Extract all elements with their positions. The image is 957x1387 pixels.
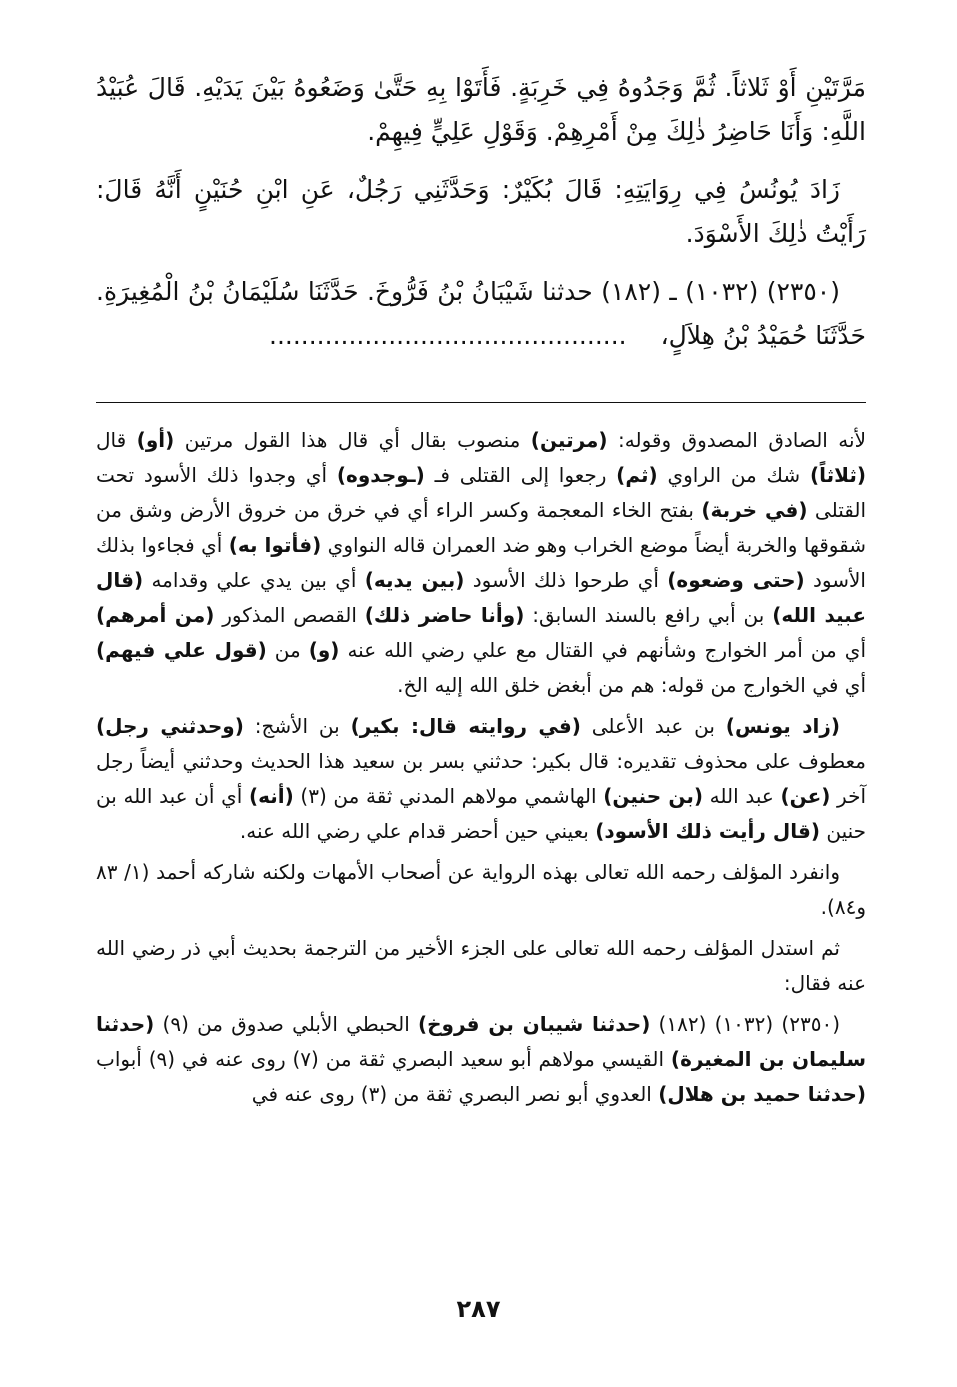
- commentary-paragraph-2: [96, 709, 866, 849]
- bold-quoted-term: (مرتين): [530, 428, 608, 452]
- commentary-text: أي أن عبد الله بن حنين: [96, 784, 866, 843]
- commentary-text: شك من الراوي: [657, 463, 810, 487]
- hadith-text: [96, 66, 866, 358]
- commentary-paragraph-3: وانفرد المؤلف رحمه الله تعالى بهذه الرواية عن أصحاب الأمهات ولكنه شاركه أحمد (١/ ٨٣ و٨٤).: [96, 860, 866, 919]
- commentary-text: أي وجدوا ذلك الأسود تحت القتلى: [96, 463, 867, 522]
- hadith-paragraph-1: مَرَّتَيْنِ أَوْ ثَلاثاً. ثُمَّ وَجَدُوهُ فِي خَرِبَةٍ. فَأَتَوْا بِهِ حَتَّىٰ وَضَعُوهُ بَيْنَ يَدَيْهِ. قَالَ عُبَيْدُ اللَّهِ: وَأَنَا حَاضِرُ ذٰلِكَ مِنْ أَمْرِهِمْ. وَقَوْلِ عَلِيٍّ فِيهِمْ.: [96, 73, 866, 146]
- commentary-text: القصص المذكور: [214, 603, 365, 627]
- bold-quoted-term: (و): [308, 638, 340, 662]
- bold-quoted-term: (قال رأيت ذلك الأسود): [595, 819, 820, 843]
- bold-quoted-term: (قول علي فيهم): [96, 638, 267, 662]
- bold-quoted-term: (بين يديه): [364, 568, 465, 592]
- commentary-text: بن عبد الأعلى: [580, 714, 726, 738]
- footnote-divider: [96, 402, 866, 403]
- commentary-text: قال: [96, 428, 137, 452]
- commentary-text: أي طرحوا ذلك الأسود: [464, 568, 668, 592]
- commentary-text: لأنه الصادق المصدوق وقوله:: [607, 428, 867, 452]
- commentary: [96, 423, 866, 1112]
- commentary-text: معطوف على محذوف تقديره: قال بكير: حدثني بسر بن سعيد هذا الحديث وحدثني أيضاً رجل آخر: [96, 749, 867, 808]
- commentary-text: رجعوا إلى القتلى فـ: [424, 463, 617, 487]
- commentary-text: أي فجاءوا بذلك الأسود: [96, 533, 866, 592]
- commentary-text: بن أبي رافع بالسند السابق:: [524, 603, 773, 627]
- bold-quoted-term: (وأنا حاضر ذلك): [364, 603, 525, 627]
- commentary-text: عبد الله: [703, 784, 781, 808]
- bold-quoted-term: (في خربة): [701, 498, 808, 522]
- commentary-text: من: [266, 638, 309, 662]
- commentary-paragraph-4: ثم استدل المؤلف رحمه الله تعالى على الجزء الأخير من الترجمة بحديث أبي ذر رضي الله عنه فقال:: [96, 936, 866, 995]
- bold-quoted-term: (فأتوا به): [228, 533, 322, 557]
- commentary-text: أي من أمر الخوارج وشأنهم في القتال مع علي رضي الله عنه: [339, 638, 866, 662]
- bold-quoted-term: (حدثنا شيبان بن فروخ): [418, 1012, 651, 1036]
- commentary-text: أي في الخوارج من قوله: هم من أبغض خلق الله إليه الخ.: [397, 673, 866, 697]
- bold-quoted-term: (ثلاثاً): [809, 463, 866, 487]
- page-body: [96, 66, 866, 1112]
- page-number: ٢٨٧: [456, 1295, 501, 1323]
- bold-quoted-term: (حدثنا سليمان بن المغيرة): [96, 1012, 866, 1071]
- commentary-text: الهاشمي مولاهم المدني ثقة من (٣): [293, 784, 604, 808]
- bold-quoted-term: (أو): [136, 428, 175, 452]
- commentary-text: بعيني حين أحضر قدام علي رضي الله عنه.: [239, 819, 596, 843]
- bold-quoted-term: (ثم): [616, 463, 658, 487]
- commentary-text: (٢٣٥٠) (١٠٣٢) (١٨٢): [650, 1012, 840, 1036]
- commentary-text: القيسي مولاهم أبو سعيد البصري ثقة من (٧) روى عنه في (٩) أبواب: [96, 1047, 671, 1071]
- bold-quoted-term: (عن): [780, 784, 831, 808]
- continuation-dots: .............................................: [269, 321, 627, 350]
- commentary-text: الحبطي الأبلي صدوق من (٩): [154, 1012, 418, 1036]
- bold-quoted-term: (أنه): [248, 784, 294, 808]
- commentary-text: بن الأشج:: [243, 714, 351, 738]
- commentary-text: بفتح الخاء المعجمة وكسر الراء أي في خرق من خروق الأرض وشق من شقوقها والخربة أيضاً موضع الخراب وهو ضد العمران قاله النواوي: [96, 498, 866, 557]
- hadith-paragraph-3: [96, 270, 866, 358]
- bold-quoted-term: (حدثنا حميد بن هلال): [658, 1082, 866, 1106]
- bold-quoted-term: (حتى وضعوه): [667, 568, 805, 592]
- hadith-paragraph-2: زَادَ يُونُسُ فِي رِوَايَتِهِ: قَالَ بُكَيْرٌ: وَحَدَّثَنِي رَجُلٌ، عَنِ ابْنِ حُنَيْنٍ أَنَّهُ قَالَ: رَأَيْتُ ذٰلِكَ الأَسْوَدَ.: [96, 175, 866, 248]
- bold-quoted-term: (بن حنين): [603, 784, 704, 808]
- bold-quoted-term: (من أمرهم): [96, 603, 215, 627]
- bold-quoted-term: (في روايته قال: بكير): [350, 714, 581, 738]
- commentary-text: أي بين يدي علي وقدامه: [143, 568, 365, 592]
- bold-quoted-term: (وحدثني رجل): [96, 714, 244, 738]
- commentary-text: منصوب بقال أي قال هذا القول مرتين: [174, 428, 531, 452]
- hadith-isnad: (٢٣٥٠) (١٠٣٢) ـ (١٨٢) حدثنا شَيْبَانُ بْنُ فَرُّوخَ. حَدَّثَنَا سُلَيْمَانُ بْنُ الْمُغِيرَةِ. حَدَّثَنَا حُمَيْدُ بْنُ هِلاَلٍ،: [96, 277, 866, 350]
- commentary-text: العدوي أبو نصر البصري ثقة من (٣) روى عنه في: [251, 1082, 659, 1106]
- bold-quoted-term: (زاد يونس): [725, 714, 841, 738]
- commentary-paragraph-5: [96, 1007, 866, 1112]
- commentary-paragraph-1: [96, 423, 866, 703]
- bold-quoted-term: (قال عبيد الله): [96, 568, 866, 627]
- bold-quoted-term: (ـوجدوه): [336, 463, 425, 487]
